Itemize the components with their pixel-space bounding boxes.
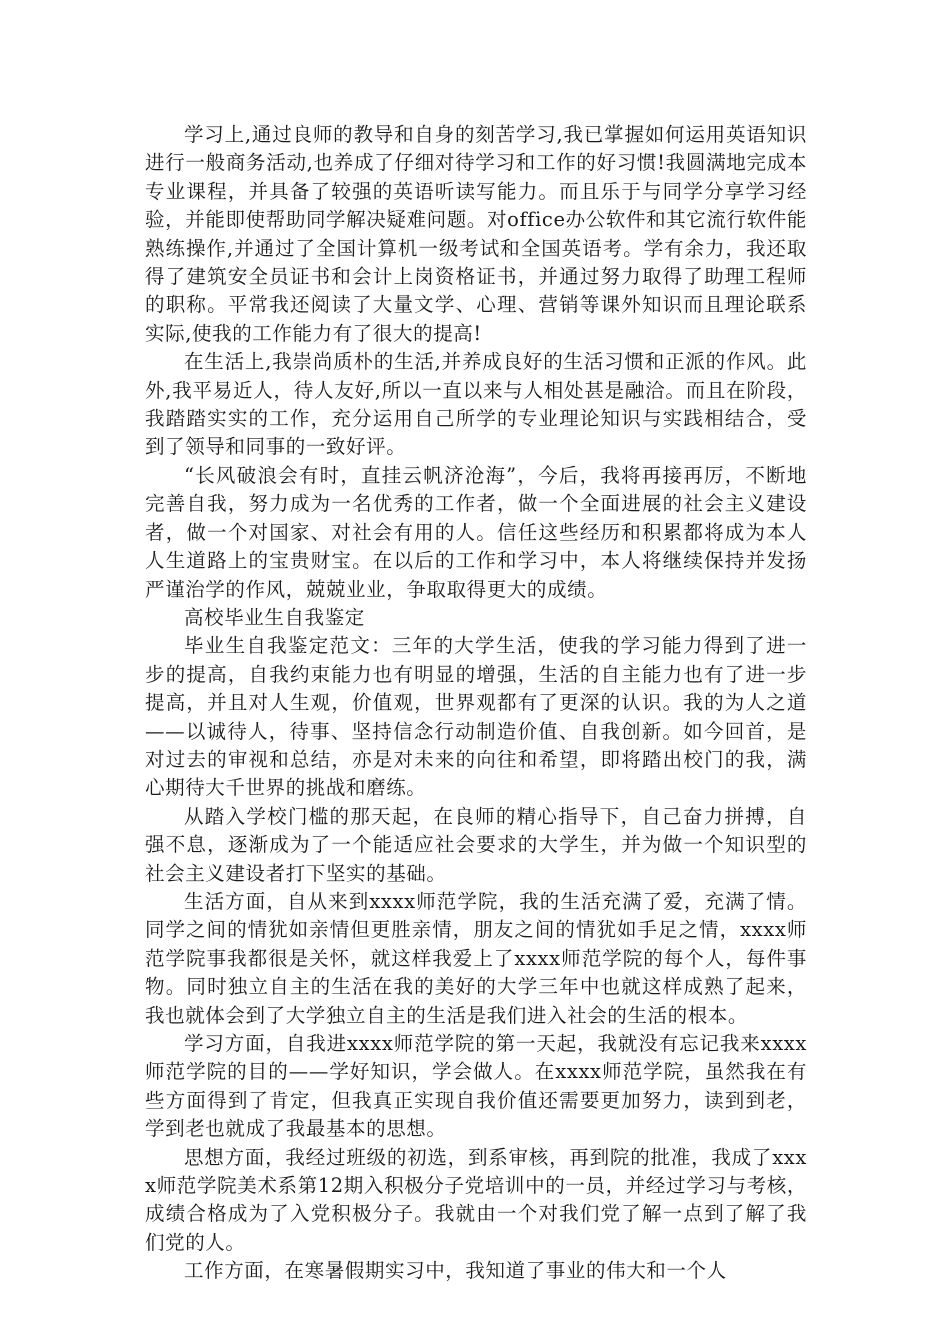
paragraph-growth: 从踏入学校门槛的那天起，在良师的精心指导下，自己奋力拼搏，自强不息，逐渐成为了一个能适应社会要求的大学生，并为做一个知识型的社会主义建设者打下坚实的基础。 xyxy=(145,804,807,885)
paragraph-work-aspect: 工作方面，在寒暑假期实习中，我知道了事业的伟大和一个人 xyxy=(184,1259,727,1283)
paragraph-intro: 毕业生自我鉴定范文：三年的大学生活，使我的学习能力得到了进一步的提高，自我约束能力也有明显的增强，生活的自主能力也有了进一步提高，并且对人生观，价值观，世界观都有了更深的认识。我的为人之道——以诚待人，待事、坚持信念行动制造价值、自我创新。如今回首，是对过去的审视和总结，亦是对未来的向往和希望，即将踏出校门的我，满心期待大千世界的挑战和磨练。 xyxy=(145,634,807,800)
paragraph-life: 在生活上,我崇尚质朴的生活,并养成良好的生活习惯和正派的作风。此外,我平易近人，待人友好,所以一直以来与人相处甚是融洽。而且在阶段，我踏踏实实的工作，充分运用自己所学的专业理论知识与实践相结合，受到了领导和同事的一致好评。 xyxy=(145,350,807,459)
paragraph-thought-aspect: 思想方面，我经过班级的初选，到系审核，再到院的批准，我成了xxxx师范学院美术系第12期入积极分子党培训中的一员，并经过学习与考核，成绩合格成为了入党积极分子。我就由一个对我们党了解一点到了解了我们党的人。 xyxy=(145,1145,807,1254)
paragraph-study: 学习上,通过良师的教导和自身的刻苦学习,我已掌握如何运用英语知识进行一般商务活动,也养成了仔细对待学习和工作的好习惯!我圆满地完成本专业课程，并具备了较强的英语听读写能力。而且乐于与同学分享学习经验，并能即使帮助同学解决疑难问题。对office办公软件和其它流行软件能熟练操作,并通过了全国计算机一级考试和全国英语考。学有余力，我还取得了建筑安全员证书和会计上岗资格证书，并通过努力取得了助理工程师的职称。平常我还阅读了大量文学、心理、营销等课外知识而且理论联系实际,使我的工作能力有了很大的提高! xyxy=(145,123,807,345)
section-heading: 高校毕业生自我鉴定 xyxy=(184,605,365,629)
document-body xyxy=(145,121,807,1286)
paragraph-study-aspect: 学习方面，自我进xxxx师范学院的第一天起，我就没有忘记我来xxxx师范学院的目的——学好知识，学会做人。在xxxx师范学院，虽然我在有些方面得到了肯定，但我真正实现自我价值还需要更加努力，读到到老，学到老也就成了我最基本的思想。 xyxy=(145,1032,807,1141)
paragraph-life-aspect: 生活方面，自从来到xxxx师范学院，我的生活充满了爱，充满了情。同学之间的情犹如亲情但更胜亲情，朋友之间的情犹如手足之情，xxxx师范学院事我都很是关怀，就这样我爱上了xxxx师范学院的每个人，每件事物。同时独立自主的生活在我的美好的大学三年中也就这样成熟了起来，我也就体会到了大学独立自主的生活是我们进入社会的生活的根本。 xyxy=(145,889,807,1027)
paragraph-future: “长风破浪会有时，直挂云帆济沧海”，今后，我将再接再厉，不断地完善自我，努力成为一名优秀的工作者，做一个全面进展的社会主义建设者，做一个对国家、对社会有用的人。信任这些经历和积累都将成为本人人生道路上的宝贵财宝。在以后的工作和学习中，本人将继续保持并发扬严谨治学的作风，兢兢业业，争取取得更大的成绩。 xyxy=(145,463,807,601)
